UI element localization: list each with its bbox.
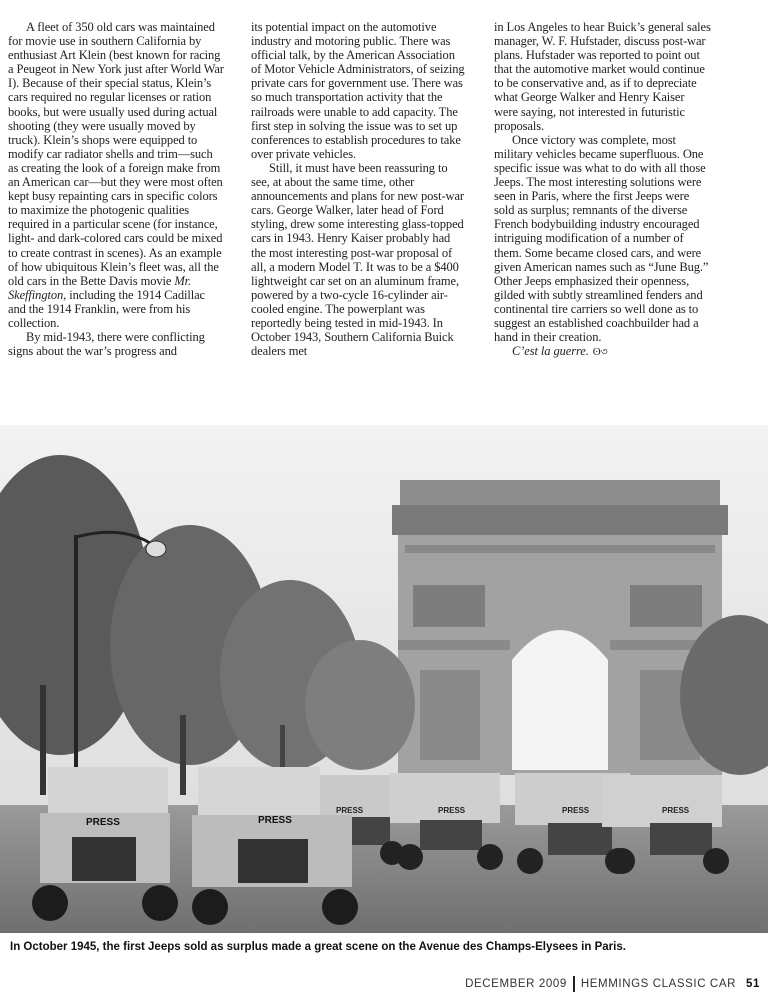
page-number: 51 xyxy=(746,978,760,990)
article-column-2 xyxy=(251,20,468,390)
end-mark-icon: ʘ৩ xyxy=(592,346,608,359)
photo-caption: In October 1945, the first Jeeps sold as surplus made a great scene on the Avenue des Champs-Elysees in Paris. xyxy=(10,941,626,953)
press-label: PRESS xyxy=(562,806,590,815)
press-label: PRESS xyxy=(662,806,690,815)
press-label: PRESS xyxy=(438,806,466,815)
article-column-3 xyxy=(494,20,711,390)
article-columns xyxy=(8,20,760,390)
movie-title: Mr. Skeffington xyxy=(8,273,192,302)
press-label: PRESS xyxy=(258,815,292,826)
press-label: PRESS xyxy=(336,806,364,815)
paragraph: its potential impact on the automotive industry and motoring public. There was official talk, by the American Association of Motor Vehicle Administrators, of seizing private cars for government use. There was so much transportation activity that the railroads were unable to add capacity. The first step in solving the issue was to set up conferences to establish procedures to take over private vehicles. xyxy=(251,20,465,161)
paragraph: By mid-1943, there were conflicting signs about the war’s progress and xyxy=(8,330,205,359)
champs-elysees-photo xyxy=(0,425,768,933)
arc-de-triomphe xyxy=(392,480,728,775)
paragraph: in Los Angeles to hear Buick’s general sales manager, W. F. Hufstader, discuss post-war plans. Hufstader was reported to point out that the automotive market would continue to be conservative and, as if to depreciate what George Walker and Henry Kaiser were saying, not interested in futuristic proposals. xyxy=(494,20,711,133)
paragraph: A fleet of 350 old cars was maintained for movie use in southern California by enthusiast Art Klein (best known for racing a Peugeot in New York just after World War I). Because of their special status, Klein’s cars required no regular licenses or ration books, but were usually used during actual shooting (they were usually moved by truck). Klein’s shops were equipped to modify car radiator shells and trim—such as creating the look of a foreign make from an American car—but they were most often kept busy repainting cars in specific colors to maximize the photogenic qualities required in a particular scene (for instance, light- and dark-colored cars could be mixed to create contrast in scenes). As an example of how ubiquitous Klein’s fleet was, all the old cars in the Bette Davis movie Mr. Skeffington, including the 1914 Cadillac and the 1914 Franklin, were from his collection. xyxy=(8,20,224,330)
jeeps-arc-de-triomphe-image xyxy=(0,425,768,933)
magazine-name: HEMMINGS CLASSIC CAR xyxy=(580,978,736,990)
article-column-1 xyxy=(8,20,225,390)
closing-line: C’est la guerre. ʘ৩ xyxy=(512,344,608,359)
press-label: PRESS xyxy=(86,817,120,828)
paragraph: Once victory was complete, most military vehicles became superfluous. One specific issue was what to do with all those Jeeps. The most interesting solutions were seen in Paris, where the first Jeeps were sold as surplus; remnants of the diverse French bodybuilding industry encouraged intriguing modification of a number of them. Some became closed cars, and were given American names such as “June Bug.” Other Jeeps emphasized their openness, gilded with subtly streamlined fenders and continental tire carriers so well done as to suggest an established coachbuilder had a hand in their creation. xyxy=(494,132,709,345)
issue-date: DECEMBER 2009 xyxy=(465,978,567,990)
paragraph: Still, it must have been reassuring to see, at about the same time, other announcements and plans for new post-war cars. George Walker, later head of Ford styling, drew some interesting glass-topped cars in 1943. Henry Kaiser probably had the most interesting post-war proposal of all, a modern Model T. It was to be a $400 lightweight car set on an aluminum frame, powered by a two-cycle 16-cylinder air-cooled engine. The powerplant was reportedly being tested in mid-1943. In October 1943, Southern California Buick dealers met xyxy=(251,160,464,359)
page-footer xyxy=(465,976,760,992)
footer-divider xyxy=(573,976,575,992)
